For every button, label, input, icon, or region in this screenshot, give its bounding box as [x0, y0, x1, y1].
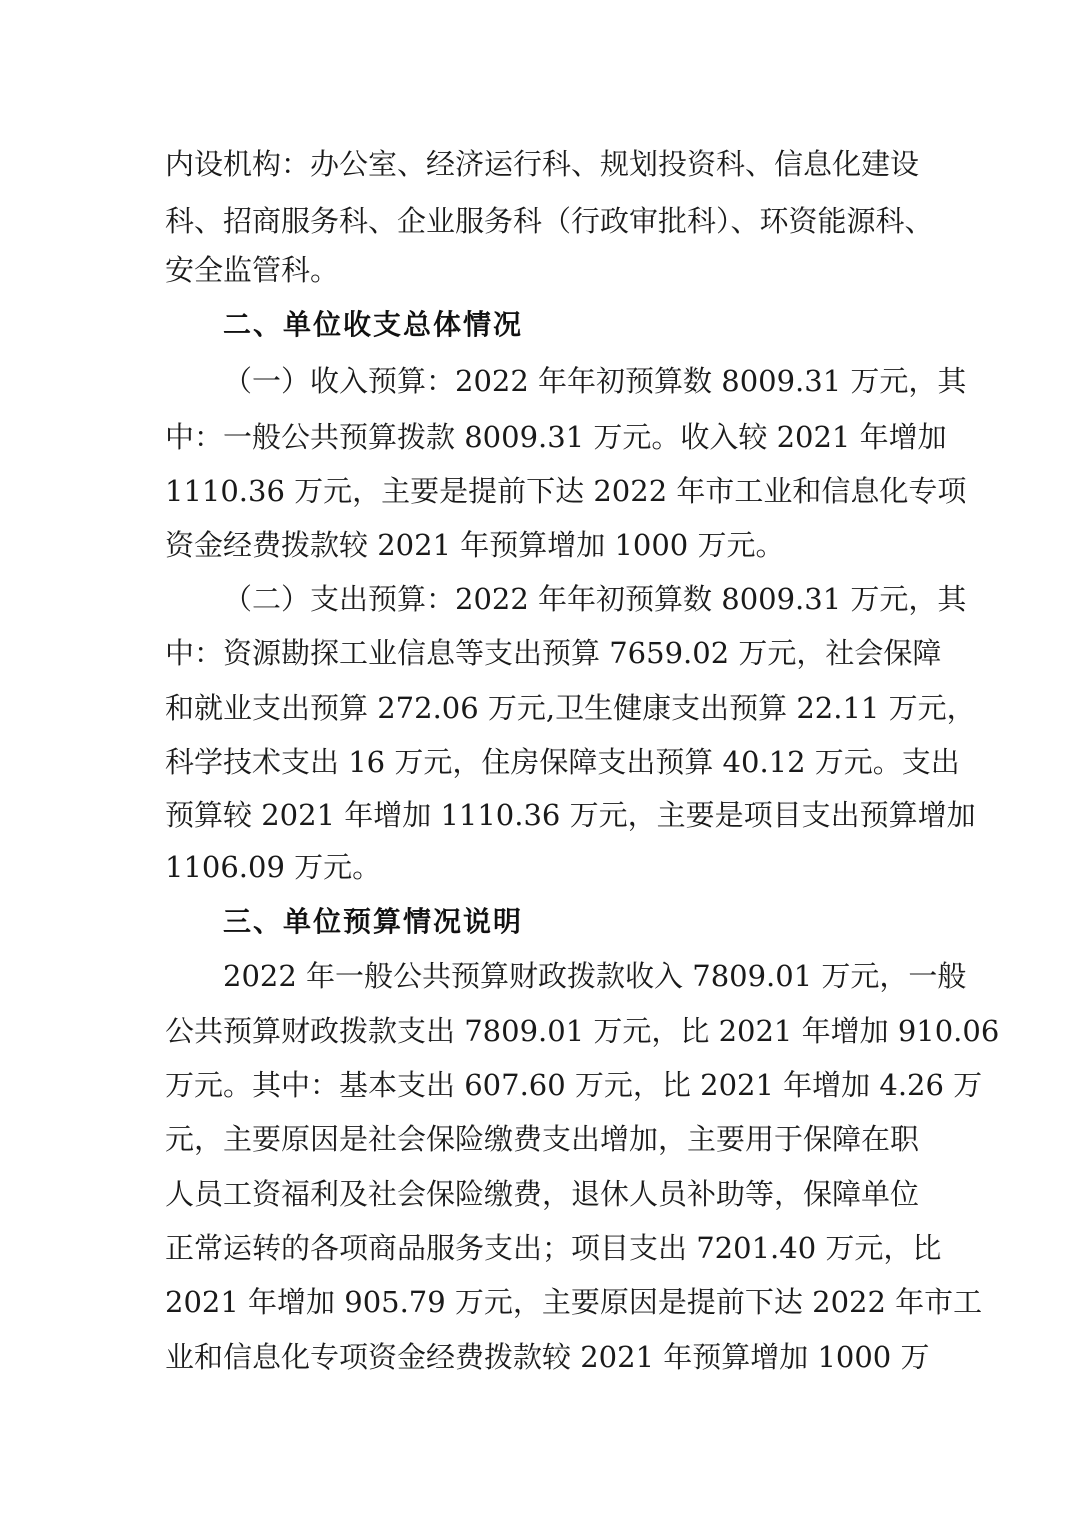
budget-line-4: 元，主要原因是社会保险缴费支出增加，主要用于保障在职	[165, 1122, 920, 1156]
budget-line-7: 2021 年增加 905.79 万元，主要原因是提前下达 2022 年市工	[165, 1285, 983, 1319]
budget-line-3: 万元。其中：基本支出 607.60 万元，比 2021 年增加 4.26 万	[165, 1068, 983, 1102]
expense-line-6: 1106.09 万元。	[165, 850, 382, 884]
budget-line-5: 人员工资福利及社会保险缴费，退休人员补助等，保障单位	[165, 1177, 920, 1211]
org-line-2: 科、招商服务科、企业服务科（行政审批科）、环资能源科、	[165, 204, 934, 238]
income-line-1: （一）收入预算：2022 年年初预算数 8009.31 万元，其	[223, 364, 967, 398]
income-line-3: 1110.36 万元，主要是提前下达 2022 年市工业和信息化专项	[165, 474, 967, 508]
expense-line-2: 中：资源勘探工业信息等支出预算 7659.02 万元，社会保障	[165, 636, 942, 670]
income-line-2: 中：一般公共预算拨款 8009.31 万元。收入较 2021 年增加	[165, 420, 947, 454]
section-heading-2: 二、单位收支总体情况	[223, 308, 524, 341]
expense-line-1: （二）支出预算：2022 年年初预算数 8009.31 万元，其	[223, 582, 967, 616]
budget-line-6: 正常运转的各项商品服务支出；项目支出 7201.40 万元，比	[165, 1231, 942, 1265]
expense-line-5: 预算较 2021 年增加 1110.36 万元，主要是项目支出预算增加	[165, 798, 976, 832]
org-line-1: 内设机构：办公室、经济运行科、规划投资科、信息化建设	[165, 147, 920, 181]
expense-line-4: 科学技术支出 16 万元，住房保障支出预算 40.12 万元。支出	[165, 745, 960, 779]
expense-line-3: 和就业支出预算 272.06 万元,卫生健康支出预算 22.11 万元，	[165, 691, 976, 725]
org-line-3: 安全监管科。	[165, 253, 340, 287]
section-heading-3: 三、单位预算情况说明	[223, 905, 524, 938]
budget-line-2: 公共预算财政拨款支出 7809.01 万元，比 2021 年增加 910.06	[165, 1014, 1000, 1048]
income-line-4: 资金经费拨款较 2021 年预算增加 1000 万元。	[165, 528, 785, 562]
budget-line-1: 2022 年一般公共预算财政拨款收入 7809.01 万元，一般	[223, 959, 967, 993]
budget-line-8: 业和信息化专项资金经费拨款较 2021 年预算增加 1000 万	[165, 1340, 930, 1374]
